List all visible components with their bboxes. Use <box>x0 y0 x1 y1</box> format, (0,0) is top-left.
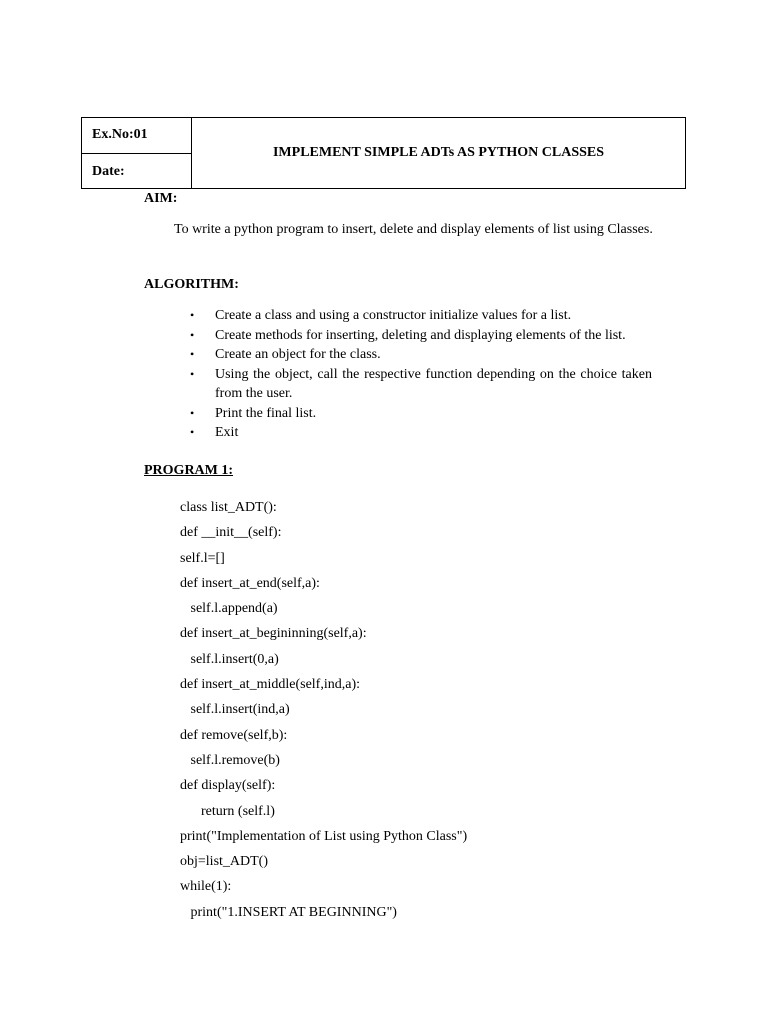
code-line: obj=list_ADT() <box>180 854 268 870</box>
code-line: def __init__(self): <box>180 525 282 541</box>
code-line: print("1.INSERT AT BEGINNING") <box>180 904 397 920</box>
algorithm-step <box>190 326 652 346</box>
bullet-icon: • <box>190 405 195 420</box>
algorithm-step <box>190 365 652 404</box>
algorithm-step <box>190 345 652 365</box>
bullet-icon: • <box>190 308 195 322</box>
bullet-icon: • <box>190 347 195 361</box>
exercise-number: Ex.No:01 <box>82 118 191 154</box>
algorithm-step-text: Create an object for the class. <box>215 347 381 362</box>
code-line: self.l=[] <box>180 550 225 566</box>
bullet-icon: • <box>190 366 195 381</box>
algorithm-steps <box>190 306 652 443</box>
code-line: class list_ADT(): <box>180 500 277 515</box>
date-label: Date: <box>92 164 125 179</box>
code-line: self.l.insert(ind,a) <box>180 702 290 718</box>
code-line: self.l.insert(0,a) <box>180 651 279 667</box>
code-line: print("Implementation of List using Python Class") <box>180 828 468 844</box>
code-line: while(1): <box>180 879 232 895</box>
bullet-icon: • <box>190 425 195 439</box>
bullet-icon: • <box>190 327 195 342</box>
header-table <box>81 117 686 189</box>
algorithm-step <box>190 404 652 424</box>
code-line: def insert_at_begininning(self,a): <box>180 626 367 642</box>
code-line: self.l.remove(b) <box>180 752 280 768</box>
aim-text: To write a python program to insert, delete and display elements of list using Classes. <box>174 222 653 237</box>
algorithm-heading: ALGORITHM: <box>144 277 239 292</box>
algorithm-step-text: Print the final list. <box>215 405 317 421</box>
algorithm-step <box>190 423 652 443</box>
algorithm-step <box>190 306 652 326</box>
code-line: def insert_at_end(self,a): <box>180 575 320 591</box>
algorithm-step-text: Create methods for inserting, deleting and displaying elements of the list. <box>215 327 626 343</box>
exercise-title: IMPLEMENT SIMPLE ADTs AS PYTHON CLASSES <box>272 145 605 160</box>
aim-heading: AIM: <box>144 191 178 206</box>
algorithm-step-text: Using the object, call the respective function depending on the choice taken from the user. <box>215 366 652 401</box>
code-line: self.l.append(a) <box>180 601 278 617</box>
code-line: def insert_at_middle(self,ind,a): <box>180 677 360 693</box>
program-code <box>180 498 467 928</box>
code-line: def display(self): <box>180 778 276 794</box>
algorithm-step-text: Exit <box>215 425 239 440</box>
header-left-column <box>82 118 192 188</box>
algorithm-step-text: Create a class and using a constructor initialize values for a list. <box>215 308 572 323</box>
program-heading: PROGRAM 1: <box>144 463 234 478</box>
code-line: return (self.l) <box>180 803 275 819</box>
code-line: def remove(self,b): <box>180 727 288 743</box>
